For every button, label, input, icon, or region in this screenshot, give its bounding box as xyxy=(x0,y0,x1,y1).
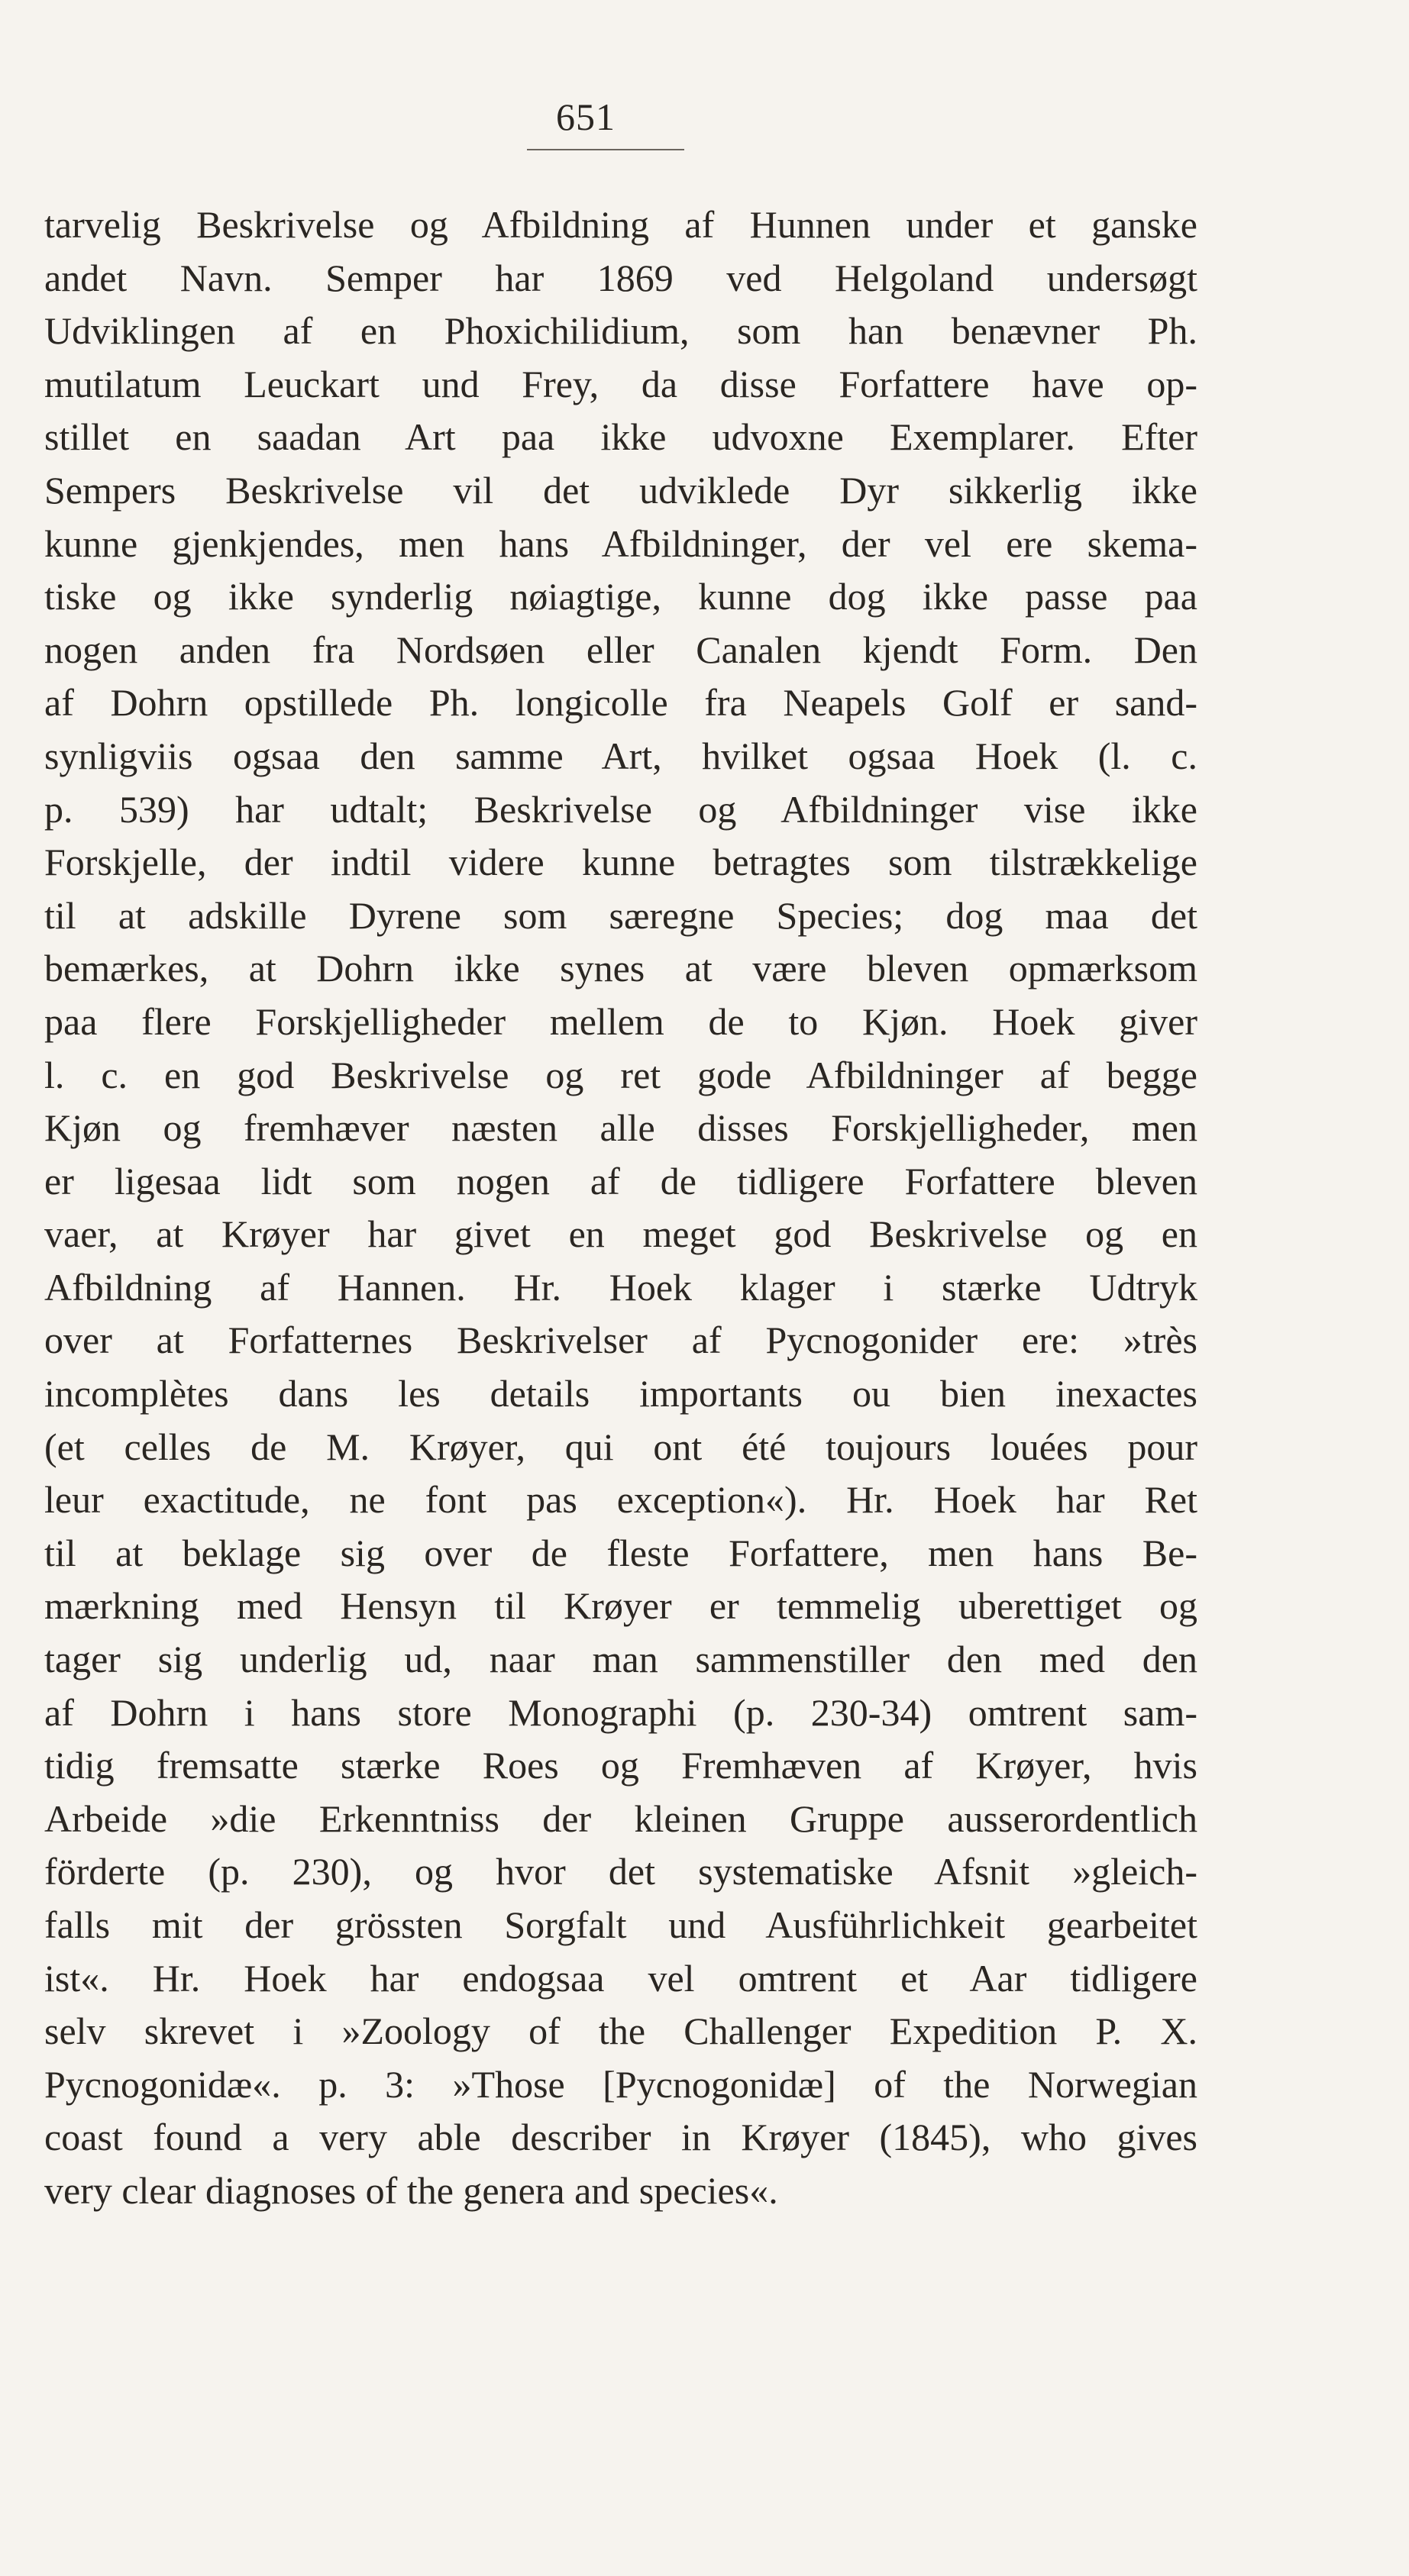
text-line: leur exactitude, ne font pas exception«). Hr. Hoek har Ret xyxy=(44,1478,1197,1522)
text-line: vaer, at Krøyer har givet en meget god Beskrivelse og en xyxy=(44,1212,1197,1256)
text-line: tarvelig Beskrivelse og Afbildning af Hunnen under et ganske xyxy=(44,203,1197,246)
body-text xyxy=(44,199,1197,2218)
text-line: coast found a very able describer in Krøyer (1845), who gives xyxy=(44,2116,1197,2159)
text-line: ist«. Hr. Hoek har endogsaa vel omtrent et Aar tidligere xyxy=(44,1956,1197,2000)
text-line: kunne gjenkjendes, men hans Afbildninger, der vel ere skema- xyxy=(44,521,1197,565)
text-line: Udviklingen af en Phoxichilidium, som han benævner Ph. xyxy=(44,309,1197,353)
page-number-rule xyxy=(527,149,684,150)
text-line: andet Navn. Semper har 1869 ved Helgoland undersøgt xyxy=(44,256,1197,299)
text-line: Sempers Beskrivelse vil det udviklede Dyr sikkerlig ikke xyxy=(44,468,1197,512)
text-line: over at Forfatternes Beskrivelser af Pycnogonider ere: »très xyxy=(44,1319,1197,1362)
text-line: tidig fremsatte stærke Roes og Fremhæven af Krøyer, hvis xyxy=(44,1744,1197,1787)
text-line: Pycnogonidæ«. p. 3: »Those [Pycnogonidæ] of the Norwegian xyxy=(44,2062,1197,2106)
text-line: til at beklage sig over de fleste Forfattere, men hans Be- xyxy=(44,1531,1197,1574)
text-line: förderte (p. 230), og hvor det systematiske Afsnit »gleich- xyxy=(44,1850,1197,1893)
text-line: mutilatum Leuckart und Frey, da disse Forfattere have op- xyxy=(44,362,1197,405)
text-line: bemærkes, at Dohrn ikke synes at være bleven opmærksom xyxy=(44,947,1197,990)
text-line: mærkning med Hensyn til Krøyer er temmelig uberettiget og xyxy=(44,1584,1197,1628)
text-line: paa flere Forskjelligheder mellem de to Kjøn. Hoek giver xyxy=(44,999,1197,1043)
text-line: falls mit der grössten Sorgfalt und Ausführlichkeit gearbeitet xyxy=(44,1903,1197,1946)
text-line: nogen anden fra Nordsøen eller Canalen kjendt Form. Den xyxy=(44,628,1197,671)
page-number: 651 xyxy=(556,95,616,138)
text-line: til at adskille Dyrene som særegne Species; dog maa det xyxy=(44,893,1197,937)
text-line: very clear diagnoses of the genera and species«. xyxy=(44,2168,778,2212)
text-line: tiske og ikke synderlig nøiagtige, kunne dog ikke passe paa xyxy=(44,575,1197,618)
text-line: er ligesaa lidt som nogen af de tidligere Forfattere bleven xyxy=(44,1159,1197,1202)
text-line: stillet en saadan Art paa ikke udvoxne Exemplarer. Efter xyxy=(44,415,1197,459)
text-line: p. 539) har udtalt; Beskrivelse og Afbildninger vise ikke xyxy=(44,787,1197,831)
text-line: (et celles de M. Krøyer, qui ont été toujours louées pour xyxy=(44,1425,1197,1468)
text-line: selv skrevet i »Zoology of the Challenger Expedition P. X. xyxy=(44,2009,1197,2053)
text-line: Forskjelle, der indtil videre kunne betragtes som tilstrækkelige xyxy=(44,841,1197,884)
text-line: Afbildning af Hannen. Hr. Hoek klager i stærke Udtryk xyxy=(44,1265,1197,1309)
text-line: af Dohrn i hans store Monographi (p. 230-34) omtrent sam- xyxy=(44,1690,1197,1734)
text-line: incomplètes dans les details importants ou bien inexactes xyxy=(44,1372,1197,1416)
text-line: Arbeide »die Erkenntniss der kleinen Gruppe ausserordentlich xyxy=(44,1796,1197,1840)
text-line: l. c. en god Beskrivelse og ret gode Afbildninger af begge xyxy=(44,1053,1197,1096)
text-line: af Dohrn opstillede Ph. longicolle fra Neapels Golf er sand- xyxy=(44,681,1197,725)
text-line: tager sig underlig ud, naar man sammenstiller den med den xyxy=(44,1638,1197,1681)
text-line: synligviis ogsaa den samme Art, hvilket ogsaa Hoek (l. c. xyxy=(44,734,1197,777)
text-line: Kjøn og fremhæver næsten alle disses Forskjelligheder, men xyxy=(44,1106,1197,1150)
